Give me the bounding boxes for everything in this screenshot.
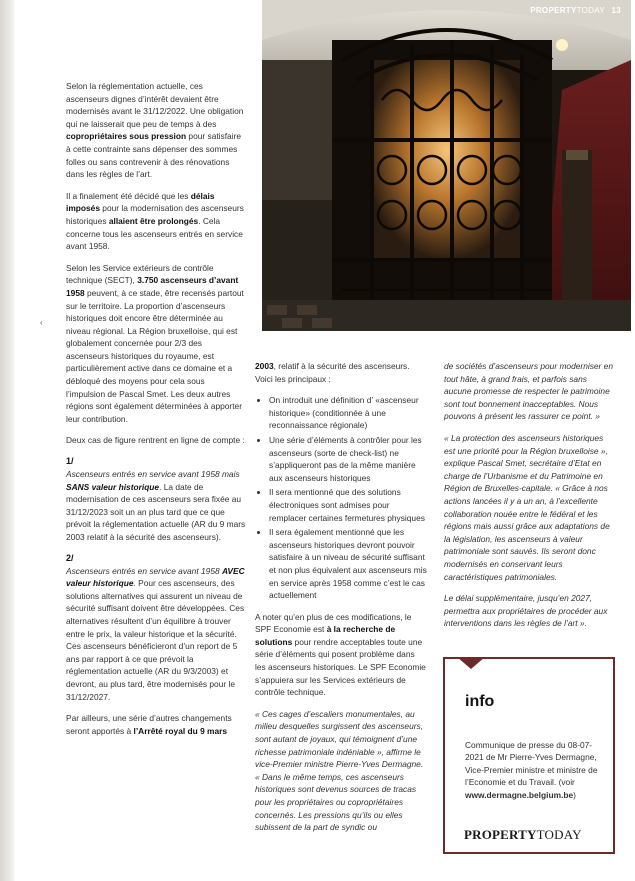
crop-mark: ‹: [40, 318, 43, 327]
column-3: [444, 360, 616, 639]
paragraph: [66, 468, 246, 544]
page-number: 13: [611, 6, 621, 15]
info-text: [465, 739, 605, 801]
list-item: • On introduit une définition d’ «ascenseur historique» (conditionnée à une reconnaissance régionale): [269, 394, 427, 432]
paragraph: [255, 360, 427, 385]
text-span: Il a finalement été décidé que les: [66, 190, 191, 201]
paragraph: [66, 712, 246, 737]
column-2: [255, 360, 427, 843]
header-brand-light: TODAY: [576, 6, 605, 15]
paragraph: [66, 565, 246, 704]
text-span: Selon les Service extérieurs de contrôle technique (SECT),: [66, 262, 214, 286]
bold-italic-span: AVEC valeur historique: [66, 565, 245, 589]
list-item: • Il sera également mentionné que les ascenseurs historiques devront pouvoir satisfaire à un niveau de sécurité suffisant et non plus équivalent aux ascenseurs mis en service après 1958 comme c’est le cas actuellement: [269, 526, 427, 602]
text-span: . Cela concerne tous les ascenseurs entrés en service avant 1958.: [66, 215, 243, 252]
footer-brand-light: TODAY: [536, 827, 582, 842]
bold-span: copropriétaires sous pression: [66, 131, 187, 142]
info-box: [443, 657, 615, 854]
footer-brand-logo: [464, 827, 582, 843]
list-item: • Il sera mentionné que des solutions électroniques sont admises pour remplacer certaines fermetures physiques: [269, 486, 427, 524]
text-span: . La date de modernisation de ces ascenseurs sera fixée au 31/12/2023 soit un an plus tard que ce que prévoit la réglementation actuelle (AR du 9 mars 2003 relatif à la sécurité des ascenseurs).: [66, 481, 246, 542]
list-item: • Une série d’éléments à contrôler pour les ascenseurs (sorte de check-list) ne s’appliqueront pas de la même manière aux ascenseurs historiques: [269, 434, 427, 484]
text-span: peuvent, à ce stade, être recensés partout sur le territoire. La proportion d’ascenseurs historiques doit encore être déterminée au niveau régional. La Région bruxelloise, qui est globalement concernée pour 2/3 des ascenseurs historiques du royaume, est particulièrement active dans ce domaine et a débloqué des moyens pour cela sous l’impulsion de Pascal Smet. Les deux autres régions sont également déterminées à apporter leur contribution.: [66, 287, 244, 424]
paragraph: Deux cas de figure rentrent en ligne de compte :: [66, 435, 245, 446]
text-span: pour rendre acceptables toute une série d’éléments qui posent problème dans les ascenseurs historiques. Le SPF Economie s’appuiera sur les Services extérieurs de contrôle technique.: [255, 636, 426, 698]
paragraph: [66, 262, 246, 426]
text-span: Selon la réglementation actuelle, ces ascenseurs dignes d’intérêt devaient être modernisés avant le 31/12/2022. Une obligation qui ne laisserait que peu de temps à des: [66, 81, 244, 129]
paragraph: [66, 190, 246, 253]
text-span: .: [133, 578, 136, 589]
paragraph: [255, 611, 427, 699]
quote-paragraph: Le délai supplémentaire, jusqu’en 2027, permettra aux propriétaires de procéder aux interventions dans les règles de l’art ».: [444, 593, 608, 629]
footer-brand-bold: PROPERTY: [464, 827, 537, 842]
paragraph: [66, 80, 246, 181]
italic-span: Ascenseurs entrés en service avant 1958: [66, 565, 222, 576]
bold-span: allaient être prolongés: [108, 215, 199, 226]
header-brand-bold: PROPERTY: [530, 6, 577, 15]
case-number: 1/: [66, 456, 74, 467]
text-span: A noter qu’en plus de ces modifications, le SPF Economie est: [255, 611, 412, 635]
bold-span: 2003: [255, 361, 274, 371]
bold-italic-span: SANS valeur historique: [66, 481, 160, 492]
bold-span: à la recherche de solutions: [255, 624, 396, 647]
elevator-illustration: [262, 0, 631, 331]
italic-span: Ascenseurs entrés en service avant 1958 mais: [66, 469, 240, 480]
quote-paragraph: de sociétés d’ascenseurs pour moderniser en tout hâte, à grand frais, et parfois sans aucune promesse de respecter le patrimoine sont tout bonnement inacceptables. Nous pouvons à présent les rassurer ce point. »: [444, 361, 613, 422]
case-number: 2/: [66, 552, 74, 563]
text-span: pour satisfaire à cette contrainte sans dépenser des sommes folles ou sans contrevenir à des rénovations dans les règles de l’art.: [66, 131, 242, 180]
text-span: Par ailleurs, une série d’autres changements seront apportés à: [66, 713, 232, 736]
elevator-photo: [262, 0, 631, 331]
text-span: ): [573, 789, 576, 800]
bold-span: délais imposés: [66, 190, 215, 214]
info-triangle-icon: [457, 657, 485, 669]
page-binding-shadow: [0, 0, 14, 881]
text-span: pour la modernisation des ascenseurs historiques: [66, 203, 244, 226]
bold-span: 3.750 ascenseurs d’avant 1958: [66, 275, 239, 298]
column-1: [66, 80, 246, 746]
text-span: Communique de presse du 08-07-2021 de Mr Pierre-Yves Dermagne, Vice-Premier ministre et ministre de l’Economie et du Travail. (voir: [465, 740, 598, 788]
page-header: [530, 6, 621, 15]
text-span: , relatif à la sécurité des ascenseurs. Voici les principaux :: [255, 361, 410, 384]
principles-list: [255, 394, 427, 602]
info-title: info: [465, 693, 495, 710]
text-span: Pour ces ascenseurs, des solutions alternatives qui assurent un niveau de sécurité suffisant doivent être développées. Ces alternatives résultent d’un équilibre à trouver entre le prix, la valeur historique et la sécurité. Ces ascenseurs bénéficieront d’un report de 5 ans par rapport à ce que prévoit la réglementation actuelle (AR du 9/3/2003) et devront, au plus tard, être modernisés pour le 31/12/2027.: [66, 578, 245, 702]
quote-paragraph: « La protection des ascenseurs historiques est une priorité pour la Région bruxelloise », explique Pascal Smet, secrétaire d’Etat en charge de l’Urbanisme et du Patrimoine en Région de Bruxelles-capitale. « Grâce à nos actions lancées il y a un an, à l’excellente collaboration nouée entre le fédéral et les régions mais aussi grâce aux adaptations de la législation, les ascenseurs à valeur patrimoniale sont sauvés. Ils seront donc modernisés en conservant leurs caractéristiques patrimoniales.: [444, 432, 610, 582]
quote-paragraph: « Ces cages d’escaliers monumentales, au milieu desquelles surgissent des ascenseurs, sont autant de joyaux, qui témoignent d’une richesse patrimoniale indéniable », affirme le vice-Premier ministre Pierre-Yves Dermagne. « Dans le même temps, ces ascenseurs historiques sont devenus sources de tracas pour les propriétaires ou copropriétaires concernés. Les pressions qu’ils ou elles subissent de la part de syndic ou: [255, 708, 424, 833]
info-link[interactable]: www.dermagne.belgium.be: [465, 789, 574, 800]
bold-span: l’Arrêté royal du 9 mars: [133, 725, 228, 736]
